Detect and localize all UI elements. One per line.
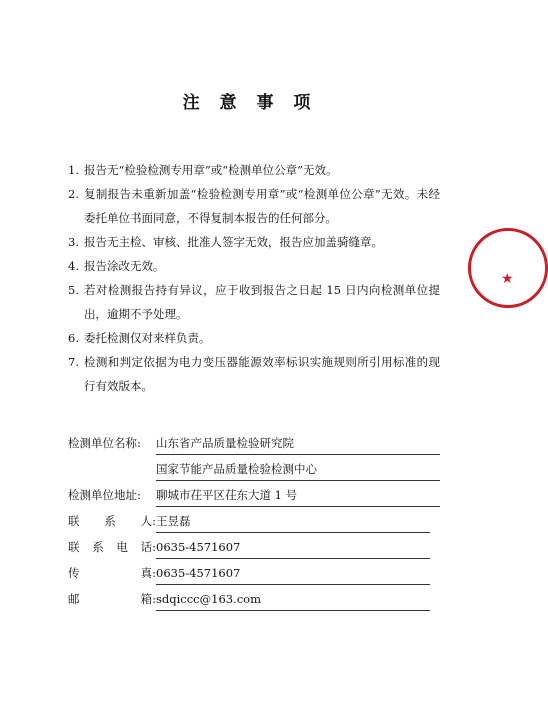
unit-name-value-2: 国家节能产品质量检验检测中心: [156, 458, 440, 481]
notice-text: 委托检测仅对来样负责。: [84, 331, 211, 345]
notice-text: 报告无主检、审核、批准人签字无效，报告应加盖骑缝章。: [84, 235, 383, 249]
email-label: 邮 箱:: [68, 592, 156, 606]
notice-text: 报告无“检验检测专用章”或“检测单位公章”无效。: [84, 163, 338, 177]
notice-number: 4.: [68, 259, 79, 273]
notice-number: 1.: [68, 163, 79, 177]
email-row: [68, 588, 440, 614]
unit-name-value: 山东省产品质量检验研究院: [156, 432, 440, 455]
address-row: [68, 484, 440, 510]
unit-name-row-2: [68, 458, 440, 484]
seal-star-icon: ★: [501, 271, 514, 287]
notice-number: 5.: [68, 283, 79, 297]
notice-number: 6.: [68, 331, 79, 345]
notice-number: 3.: [68, 235, 79, 249]
notice-number: 7.: [68, 355, 79, 369]
address-value: 聊城市茌平区茌东大道 1 号: [156, 484, 440, 507]
notice-text: 复制报告未重新加盖“检验检测专用章”或“检测单位公章”无效。未经委托单位书面同意，不得复制本报告的任何部分。: [84, 187, 440, 225]
notice-item-7: [68, 350, 440, 398]
contact-info: [68, 432, 440, 614]
phone-value: 0635-4571607: [156, 536, 430, 559]
notice-item-3: [68, 230, 440, 254]
notice-item-2: [68, 182, 440, 230]
notice-item-1: [68, 158, 440, 182]
contact-person-row: [68, 510, 440, 536]
notice-item-5: [68, 278, 440, 326]
phone-label: 联 系 电 话:: [68, 540, 156, 554]
contact-person-label: 联 系 人:: [68, 514, 156, 528]
unit-name-label: 检测单位名称:: [68, 436, 141, 450]
phone-row: [68, 536, 440, 562]
fax-label: 传 真:: [68, 566, 156, 580]
email-value: sdqiccc@163.com: [156, 588, 430, 611]
notice-list: [68, 158, 440, 398]
address-label: 检测单位地址:: [68, 488, 141, 502]
notice-text: 检测和判定依据为电力变压器能源效率标识实施规则所引用标准的现行有效版本。: [84, 355, 440, 393]
notice-number: 2.: [68, 187, 79, 201]
red-seal-stamp: [468, 228, 548, 308]
notice-text: 报告涂改无效。: [84, 259, 165, 273]
unit-name-row: [68, 432, 440, 458]
fax-value: 0635-4571607: [156, 562, 430, 585]
contact-person-value: 王昱磊: [156, 510, 430, 533]
notice-item-6: [68, 326, 440, 350]
page-title: 注 意 事 项: [182, 93, 318, 113]
fax-row: [68, 562, 440, 588]
notice-item-4: [68, 254, 440, 278]
notice-text: 若对检测报告持有异议，应于收到报告之日起 15 日内向检测单位提出，逾期不予处理。: [84, 283, 440, 321]
